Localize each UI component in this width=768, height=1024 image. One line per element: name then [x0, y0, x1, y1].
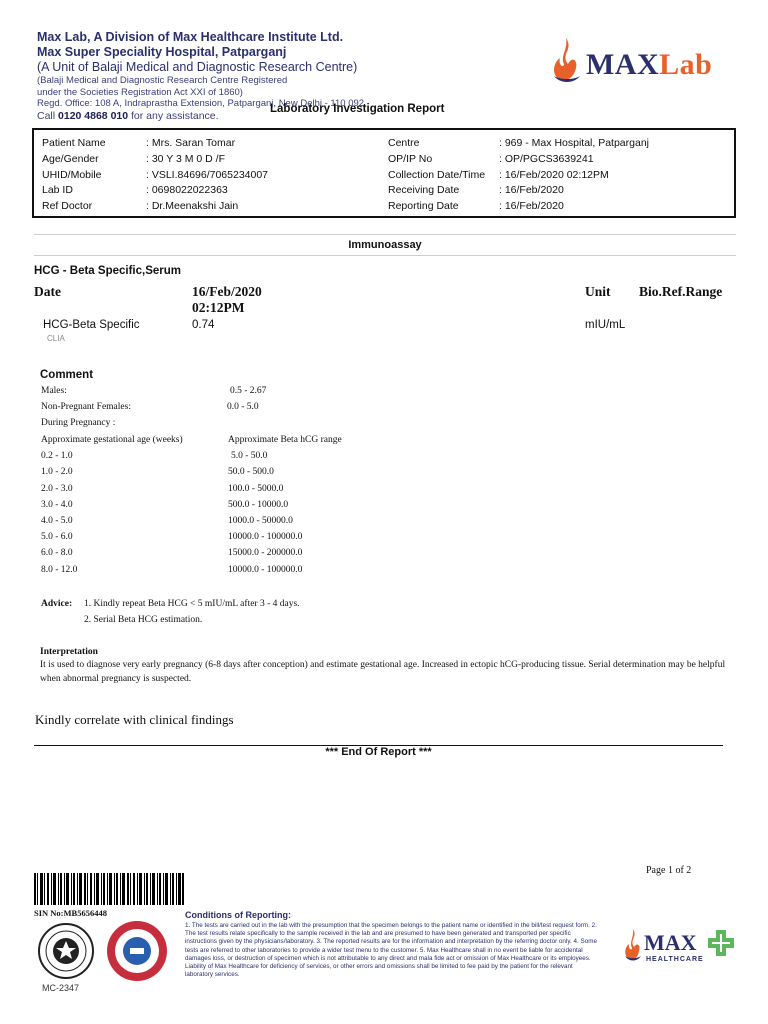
range-col-header: Approximate Beta hCG range — [228, 435, 342, 445]
npf-value: 0.0 - 5.0 — [227, 402, 259, 412]
gestation-row: 8.0 - 12.0 — [41, 565, 78, 575]
comment-title: Comment — [40, 369, 94, 381]
during-pregnancy: During Pregnancy : — [41, 418, 116, 428]
op-ip-value: : OP/PGCS3639241 — [499, 153, 594, 165]
page-number: Page 1 of 2 — [646, 865, 692, 876]
conditions-text: 1. The tests are carried out in the lab with the presumption that the specimen belongs to the patient name or identified in the bill/test request form. 2. The test results relate specifically to the sample received in the lab and are presumed to have been generated and transported per specific instructions given by the physicians/laboratory. 3. The reported results are for the information and interpretation by the referring doctor only. 4. Some tests are referred to other laboratories to provide a wider test menu to the customer. 5. Max Healthcare shall in no event be liable for accidental damages loss, or destruction of specimen which is not attributable to any direct and mala fide act or omission of Max Healthcare or its employees. Liability of Max Healthcare for deficiency of services, or other errors and omissions shall be limited to fee paid by the patient for the relevant laboratory services. — [185, 922, 597, 979]
op-ip-label: OP/IP No — [388, 153, 433, 165]
nabl-seal-icon — [36, 922, 96, 980]
gestation-row: 0.2 - 1.0 — [41, 451, 73, 461]
advice-1: 1. Kindly repeat Beta HCG < 5 mIU/mL after 3 - 4 days. — [84, 599, 300, 609]
gestation-row: 4.0 - 5.0 — [41, 516, 73, 526]
sin-number: SIN No:MB5656448 — [34, 908, 107, 918]
patient-name-label: Patient Name — [42, 137, 106, 149]
call-suffix: for any assistance. — [131, 109, 219, 122]
col-unit: Unit — [585, 284, 611, 299]
max-healthcare-logo — [622, 926, 737, 970]
registration-line-2: under the Societies Registration Act XXI of 1860) — [37, 86, 243, 98]
unit-name: (A Unit of Balaji Medical and Diagnostic Research Centre) — [37, 60, 358, 74]
range-row: 1000.0 - 50000.0 — [228, 516, 293, 526]
gestation-col-header: Approximate gestational age (weeks) — [41, 435, 183, 445]
range-row: 50.0 - 500.0 — [228, 467, 274, 477]
regd-office: Regd. Office: 108 A, Indraprastha Extension, Patparganj, New Delhi - 110 092 — [37, 98, 365, 109]
patient-details-box — [32, 128, 736, 218]
centre-value: : 969 - Max Hospital, Patparganj — [499, 137, 649, 149]
advice-2: 2. Serial Beta HCG estimation. — [84, 615, 203, 625]
age-gender-value: : 30 Y 3 M 0 D /F — [146, 153, 225, 165]
col-datetime-2: 02:12PM — [192, 300, 245, 315]
test-unit: mIU/mL — [585, 319, 626, 331]
centre-label: Centre — [388, 137, 420, 149]
ref-doctor-label: Ref Doctor — [42, 200, 93, 212]
flame-logo-icon — [548, 36, 584, 86]
test-name: HCG-Beta Specific — [43, 319, 140, 331]
males-label: Males: — [41, 386, 67, 396]
logo-lab: Lab — [659, 48, 713, 81]
range-row: 15000.0 - 200000.0 — [228, 548, 303, 558]
call-number: 0120 4868 010 — [58, 109, 129, 122]
test-heading: HCG - Beta Specific,Serum — [34, 265, 181, 277]
range-row: 10000.0 - 100000.0 — [228, 532, 303, 542]
gestation-row: 6.0 - 8.0 — [41, 548, 73, 558]
cap-seal-icon — [106, 920, 168, 982]
healthcare-cross-icon — [706, 928, 736, 958]
call-prefix: Call — [37, 109, 56, 122]
lab-name: Max Lab, A Division of Max Healthcare Institute Ltd. — [37, 30, 344, 44]
reporting-label: Reporting Date — [388, 200, 459, 212]
gestation-row: 5.0 - 6.0 — [41, 532, 73, 542]
logo-max: MAX — [586, 48, 660, 81]
uhid-value: : VSLI.84696/7065234007 — [146, 169, 269, 181]
col-range: Bio.Ref.Range — [639, 284, 723, 299]
section-bar — [34, 234, 736, 256]
test-method: CLIA — [47, 334, 65, 343]
section-title: Immunoassay — [348, 239, 422, 251]
lab-id-value: : 0698022022363 — [146, 184, 228, 196]
range-row: 10000.0 - 100000.0 — [228, 565, 303, 575]
report-title: Laboratory Investigation Report — [270, 103, 445, 115]
test-value: 0.74 — [192, 319, 215, 331]
correlate-note: Kindly correlate with clinical findings — [35, 712, 234, 727]
reporting-value: : 16/Feb/2020 — [499, 200, 564, 212]
age-gender-label: Age/Gender — [42, 153, 99, 165]
npf-label: Non-Pregnant Females: — [41, 402, 131, 412]
maxlab-logo — [548, 36, 738, 86]
end-of-report: *** End Of Report *** — [325, 746, 432, 758]
accreditation-code: MC-2347 — [42, 983, 80, 993]
registration-line-1: (Balaji Medical and Diagnostic Research Centre Registered — [37, 75, 288, 86]
flame-logo-icon — [622, 928, 644, 964]
logo-wordmark — [586, 48, 712, 82]
col-date: Date — [34, 284, 61, 299]
gestation-row: 3.0 - 4.0 — [41, 500, 73, 510]
hospital-name: Max Super Speciality Hospital, Patparganj — [37, 45, 287, 59]
receiving-label: Receiving Date — [388, 184, 460, 196]
males-value: 0.5 - 2.67 — [230, 386, 267, 396]
uhid-label: UHID/Mobile — [42, 169, 102, 181]
footer-logo-name: MAX — [644, 930, 697, 955]
interpretation-text: It is used to diagnose very early pregnancy (6-8 days after conception) and estimate gestational age. Increased in ectopic hCG-producing tissue. Serial determination may be helpful when abnormal pregnancy is suspected. — [40, 660, 726, 684]
receiving-value: : 16/Feb/2020 — [499, 184, 564, 196]
range-row: 5.0 - 50.0 — [231, 451, 268, 461]
conditions-title: Conditions of Reporting: — [185, 910, 291, 920]
range-row: 100.0 - 5000.0 — [228, 484, 284, 494]
range-row: 500.0 - 10000.0 — [228, 500, 289, 510]
gestation-row: 1.0 - 2.0 — [41, 467, 73, 477]
footer-logo-sub: HEALTHCARE — [646, 956, 704, 963]
advice-label: Advice: — [41, 599, 73, 609]
gestation-row: 2.0 - 3.0 — [41, 484, 73, 494]
collection-value: : 16/Feb/2020 02:12PM — [499, 169, 609, 181]
interpretation-title: Interpretation — [40, 647, 98, 657]
lab-id-label: Lab ID — [42, 184, 73, 196]
ref-doctor-value: : Dr.Meenakshi Jain — [146, 200, 239, 212]
col-datetime-1: 16/Feb/2020 — [192, 284, 262, 299]
collection-label: Collection Date/Time — [388, 169, 486, 181]
barcode — [34, 873, 184, 905]
patient-name-value: : Mrs. Saran Tomar — [146, 137, 236, 149]
